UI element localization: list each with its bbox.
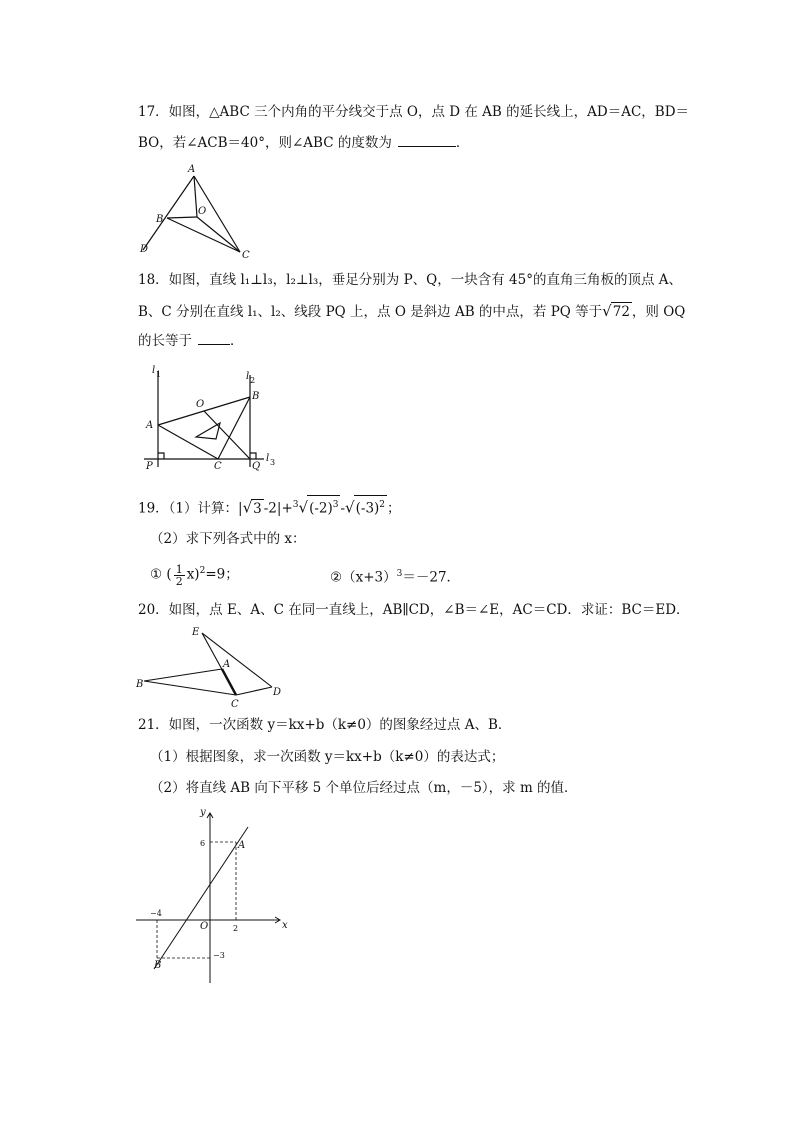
q18-label-B: B: [252, 391, 260, 402]
q18-figure: [140, 365, 280, 473]
q20-label-B: B: [136, 679, 144, 690]
q18-radicand: 72: [612, 304, 630, 320]
q17-answer-blank: [398, 134, 456, 147]
q21-label-2: 2: [233, 924, 239, 933]
q19-eq1-exp: 2: [199, 566, 206, 576]
q18-line3: [138, 332, 244, 350]
q19-eq1-fraction: [174, 564, 185, 587]
q19-abs-open: |: [238, 500, 243, 517]
q19-eq1-x: x): [186, 566, 200, 583]
q18-label-A: A: [146, 420, 154, 431]
q19-minus: -: [340, 500, 346, 517]
q19-eq2: [330, 565, 460, 587]
q18-line2a: B、C 分别在直线 l₁、l₂、线段 PQ 上，点 O 是斜边 AB 的中点，若 PQ 等于: [138, 304, 603, 320]
q19-cube-exp: 3: [332, 500, 339, 510]
q18-label-l2: l: [246, 371, 250, 382]
q21-label-x: x: [282, 920, 288, 931]
q19-eq2-text: （x+3）: [342, 569, 397, 586]
q18-line1: 18．如图，直线 l₁⊥l₃，l₂⊥l₃，垂足分别为 P、Q，一块含有 45°的直角三角板的顶点 A、: [138, 272, 682, 288]
q18-label-l1-sub: 1: [156, 370, 162, 379]
q18-answer-blank: [198, 332, 230, 345]
q18-label-l3-sub: 3: [270, 458, 276, 467]
q20-label-E: E: [192, 627, 200, 638]
q18-label-O: O: [196, 399, 205, 410]
q17-label-C: C: [242, 250, 250, 261]
q17-label-B: B: [156, 214, 164, 225]
q18-label-P: P: [146, 461, 153, 472]
q17-label-O: O: [198, 206, 207, 217]
q17-end: ．: [455, 135, 470, 151]
q19-eq1-circle: ①: [150, 566, 163, 583]
q21-label-neg4: −4: [150, 909, 162, 918]
q17-label-D: D: [140, 244, 149, 255]
q18-line2: [138, 302, 685, 321]
q21-line1: 21．如图，一次函数 y＝kx+b（k≠0）的图象经过点 A、B．: [138, 717, 512, 733]
q21-part1: （1）根据图象，求一次函数 y＝kx+b（k≠0）的表达式；: [150, 749, 505, 765]
q18-label-C: C: [214, 461, 222, 472]
q19-sqrt-base: (-3): [355, 500, 380, 517]
q19-part1-end: ；: [387, 500, 401, 517]
q20-text: 20．如图，点 E、A、C 在同一直线上，AB∥CD，∠B＝∠E，AC＝CD．求证：BC＝ED．: [138, 602, 690, 618]
q18-label-l3: l: [266, 453, 270, 464]
q21-label-6: 6: [200, 839, 206, 848]
q17-figure: [140, 160, 270, 260]
q20-figure: [136, 625, 286, 710]
q21-label-A: A: [238, 840, 246, 851]
q19-part1-label: 19．（1）计算：: [138, 500, 239, 517]
q19-eq1: [150, 562, 239, 587]
q19-sqrt-exp: 2: [379, 500, 386, 510]
q19-cube-base: (-2): [309, 500, 333, 517]
q21-label-y: y: [200, 807, 206, 818]
q19-part2-label: （2）求下列各式中的 x：: [150, 531, 306, 547]
cube-root-icon: √: [298, 498, 309, 517]
q19-eq2-exp: 3: [396, 569, 403, 579]
q19-sqrt-radicand: [354, 495, 387, 518]
q19-abs-close: -2|+: [263, 500, 293, 517]
q18-end: ．: [230, 333, 244, 349]
q17-line2-text: BO，若∠ACB＝40°，则∠ABC 的度数为: [138, 135, 392, 151]
sqrt-icon: √: [242, 498, 253, 517]
q17-line1: 17．如图，△ABC 三个内角的平分线交于点 O，点 D 在 AB 的延长线上，AD＝AC，BD＝: [138, 104, 690, 120]
q17-line2: [138, 134, 469, 152]
q19-eq1-open: (: [166, 566, 172, 583]
q21-graph: [130, 805, 300, 985]
q19-eq2-circle: ②: [330, 569, 343, 586]
q21-label-neg3: −3: [213, 951, 225, 960]
q19-part1: [138, 495, 401, 518]
q19-cube-index: 3: [292, 500, 299, 510]
q21-label-O: O: [200, 921, 209, 932]
q18-label-l2-sub: 2: [250, 376, 256, 385]
q19-cube-radicand: [307, 495, 340, 518]
q21-label-B: B: [154, 960, 162, 971]
q18-label-Q: Q: [252, 461, 261, 472]
q19-sqrt3: 3: [253, 500, 262, 517]
q19-eq1-rest: =9；: [205, 566, 239, 583]
q20-label-C: C: [231, 699, 239, 710]
q19-eq2-rest: ＝－27．: [402, 569, 461, 586]
sqrt-icon: √: [345, 498, 355, 517]
q21-part2: （2）将直线 AB 向下平移 5 个单位后经过点（m，－5），求 m 的值．: [150, 780, 578, 796]
sqrt-icon: √: [602, 302, 612, 320]
q19-eq1-den: 2: [175, 574, 183, 588]
q18-line3-text: 的长等于: [138, 333, 192, 349]
q18-label-l1: l: [152, 365, 156, 376]
q20-label-D: D: [273, 687, 282, 698]
q20-label-A: A: [223, 659, 231, 670]
q19-eq1-num: 1: [175, 562, 183, 576]
q17-label-A: A: [188, 164, 196, 175]
q18-line2b: ，则 OQ: [631, 304, 686, 320]
